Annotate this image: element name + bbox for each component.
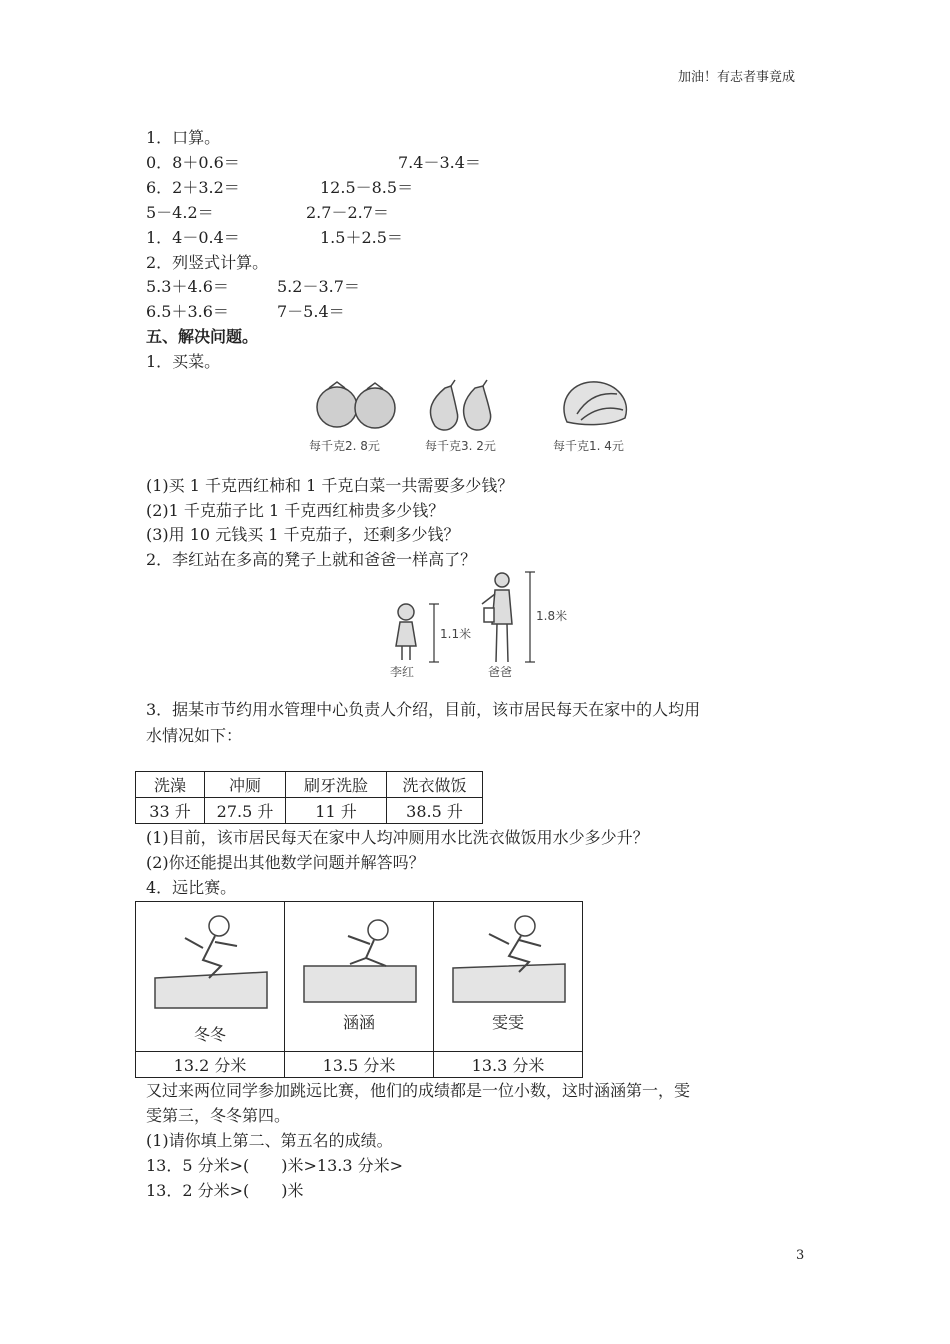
jumper-name: 冬冬: [193, 1025, 226, 1044]
p3-intro: 水情况如下：: [146, 726, 243, 745]
jumper-score: 13.2 分米: [136, 1052, 285, 1078]
table-header: 冲厕: [205, 772, 286, 798]
girl-height-arrow: [429, 604, 439, 662]
jumper-name: 涵涵: [342, 1013, 375, 1032]
tomato-price: 每千克2. 8元: [309, 439, 380, 453]
p4-fill-line: 13．2 分米>( )米: [146, 1181, 304, 1200]
s1-expr: 1．4－0.4＝: [146, 228, 240, 247]
jumper-cell: [136, 902, 285, 1052]
dad-name: 爸爸: [488, 665, 513, 679]
s2-expr: 6.5＋3.6＝: [146, 302, 229, 321]
jumper-score: 13.5 分米: [285, 1052, 434, 1078]
eggplant-price: 每千克3. 2元: [425, 439, 496, 453]
table-header: 洗衣做饭: [387, 772, 483, 798]
jumper-cell: [285, 902, 434, 1052]
jumper-girl-icon: [294, 906, 424, 1006]
s1-expr: 12.5－8.5＝: [320, 178, 414, 197]
s2-title: 2．列竖式计算。: [146, 253, 269, 272]
table-cell: 38.5 升: [387, 798, 483, 824]
table-cell: 11 升: [286, 798, 387, 824]
girl-name: 李红: [390, 665, 415, 679]
p4-text: 雯第三，冬冬第四。: [146, 1106, 291, 1125]
s2-expr: 5.3＋4.6＝: [146, 277, 229, 296]
girl-icon: [396, 604, 416, 660]
s1-expr: 2.7－2.7＝: [306, 203, 389, 222]
table-header: 洗澡: [136, 772, 205, 798]
p4-text: 又过来两位同学参加跳远比赛，他们的成绩都是一位小数，这时涵涵第一，雯: [146, 1081, 691, 1100]
p3-question: (1)目前，该市居民每天在家中人均冲厕用水比洗衣做饭用水少多少升？: [146, 828, 649, 847]
dad-height-arrow: [525, 572, 535, 662]
dad-icon: [482, 573, 512, 662]
s2-expr: 7－5.4＝: [277, 302, 345, 321]
p4-question: (1)请你填上第二、第五名的成绩。: [146, 1131, 393, 1150]
s2-expr: 5.2－3.7＝: [277, 277, 360, 296]
cabbage-icon: [564, 382, 626, 425]
p4-title: 4．远比赛。: [146, 878, 237, 897]
jumper-score: 13.3 分米: [434, 1052, 583, 1078]
cabbage-price: 每千克1. 4元: [553, 439, 624, 453]
jumper-girl-icon: [443, 906, 573, 1006]
table-cell: 27.5 升: [205, 798, 286, 824]
height-figure: [380, 568, 570, 680]
p1-title: 1．买菜。: [146, 352, 221, 371]
jumper-cell: [434, 902, 583, 1052]
s1-expr: 1.5＋2.5＝: [320, 228, 403, 247]
dad-height-label: 1.8米: [536, 609, 568, 623]
s1-expr: 0．8＋0.6＝: [146, 153, 240, 172]
jumper-boy-icon: [145, 908, 275, 1018]
p3-question: (2)你还能提出其他数学问题并解答吗？: [146, 853, 425, 872]
s1-expr: 5－4.2＝: [146, 203, 214, 222]
long-jump-table: [135, 901, 583, 1078]
water-usage-table: [135, 771, 483, 824]
vegetables-figure: [305, 370, 645, 460]
eggplant-icon: [430, 380, 490, 430]
p3-intro: 3．据某市节约用水管理中心负责人介绍，目前，该市居民每天在家中的人均用: [146, 700, 701, 719]
girl-height-label: 1.1米: [440, 627, 472, 641]
table-header: 刷牙洗脸: [286, 772, 387, 798]
s1-expr: 7.4－3.4＝: [398, 153, 481, 172]
s1-title: 1．口算。: [146, 128, 221, 147]
p1-question: (1)买 1 千克西红柿和 1 千克白菜一共需要多少钱？: [146, 476, 514, 495]
p2-title: 2．李红站在多高的凳子上就和爸爸一样高了？: [146, 550, 477, 569]
p1-question: (3)用 10 元钱买 1 千克茄子，还剩多少钱？: [146, 525, 460, 544]
page-header: 加油！有志者事竟成: [678, 70, 796, 85]
s1-expr: 6．2＋3.2＝: [146, 178, 240, 197]
p1-question: (2)1 千克茄子比 1 千克西红柿贵多少钱？: [146, 501, 445, 520]
page-number: 3: [796, 1248, 805, 1263]
p4-fill-line: 13．5 分米>( )米>13.3 分米>: [146, 1156, 404, 1175]
jumper-name: 雯雯: [491, 1013, 524, 1032]
table-cell: 33 升: [136, 798, 205, 824]
section5-title: 五、解决问题。: [146, 327, 259, 346]
tomato-icon: [317, 382, 395, 428]
